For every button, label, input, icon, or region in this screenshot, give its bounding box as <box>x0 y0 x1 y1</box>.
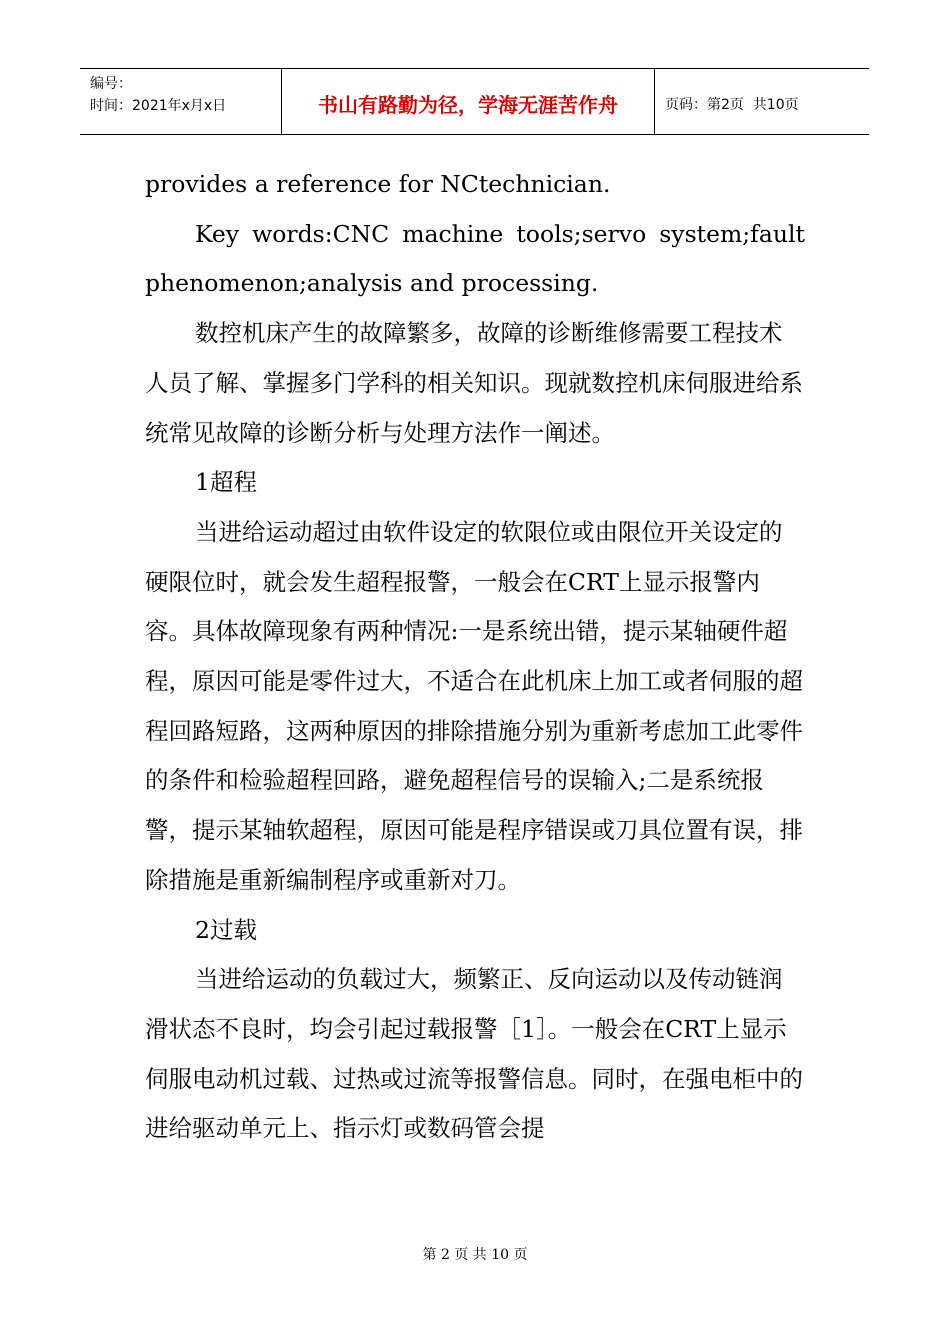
header-meta <box>80 69 282 134</box>
section-heading-overtravel: 1超程 <box>195 468 257 497</box>
section-heading-overload: 2过载 <box>195 915 257 944</box>
paragraph-overload: 当进给运动的负载过大，频繁正、反向运动以及传动链润滑状态不良时，均会引起过载报警［1］。一般会在CRT上显示伺服电动机过载、过热或过流等报警信息。同时，在强电柜中的进给驱动单元上、指示灯或数码管会提 <box>145 965 803 1143</box>
header-page-info <box>655 69 869 134</box>
header-motto: 书山有路勤为径，学海无涯苦作舟 <box>282 69 655 134</box>
keywords-line-2: phenomenon;analysis and processing. <box>145 269 599 298</box>
paragraph-overtravel: 当进给运动超过由软件设定的软限位或由限位开关设定的硬限位时，就会发生超程报警，一般会在CRT上显示报警内容。具体故障现象有两种情况:一是系统出错，提示某轴硬件超程，原因可能是零件过大，不适合在此机床上加工或者伺服的超程回路短路，这两种原因的排除措施分别为重新考虑加工此零件的条件和检验超程回路，避免超程信号的误输入;二是系统报警，提示某轴软超程，原因可能是程序错误或刀具位置有误，排除措施是重新编制程序或重新对刀。 <box>145 517 803 894</box>
paragraph-abstract-end: provides a reference for NCtechnician. <box>145 170 611 198</box>
paragraph-intro: 数控机床产生的故障繁多，故障的诊断维修需要工程技术人员了解、掌握多门学科的相关知识。现就数控机床伺服进给系统常见故障的诊断分析与处理方法作一阐述。 <box>145 319 803 447</box>
header-page-label: 页码：第2页 共10页 <box>665 96 799 113</box>
keywords-line-1: Key words:CNC machine tools;servo system;fault <box>195 219 805 248</box>
document-number-label: 编号： <box>90 76 132 92</box>
page-header <box>80 68 869 135</box>
page-footer: 第 2 页 共 10 页 <box>422 1247 528 1263</box>
document-date-label: 时间：2021年x月x日 <box>90 98 227 114</box>
document-body <box>145 160 805 1154</box>
